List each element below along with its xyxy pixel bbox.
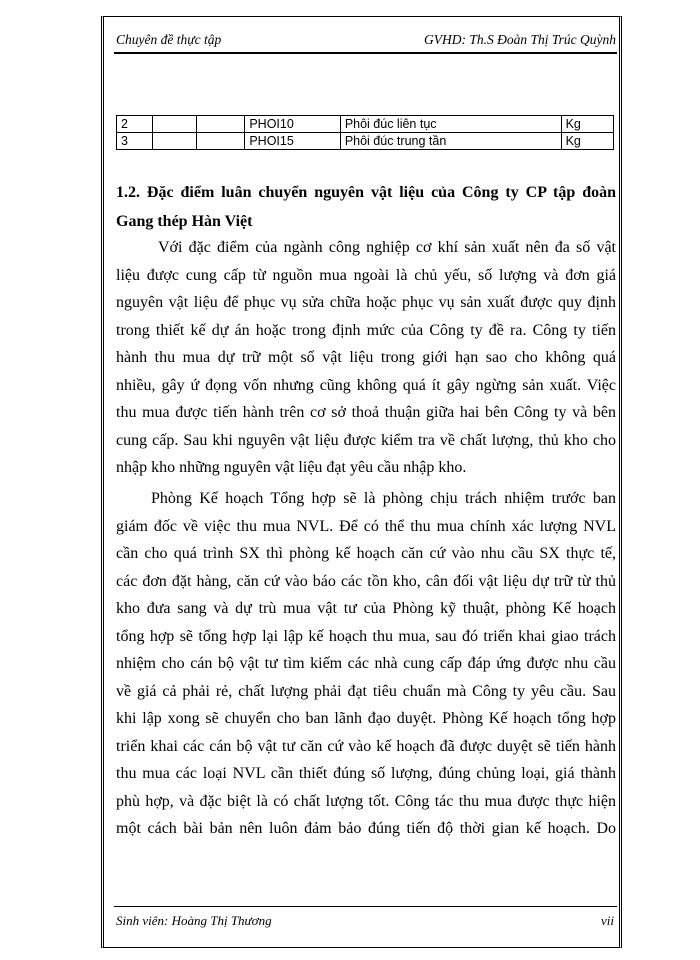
table-cell: PHOI15 — [245, 133, 340, 150]
page-footer — [116, 913, 614, 929]
paragraph-line: khi lập xong sẽ chuyển cho ban lãnh đạo duyệt. Phòng Kế hoạch tổng hợp — [116, 710, 616, 727]
table-cell — [152, 116, 196, 133]
paragraph-line: thu mua được tiến hành trên cơ sở thoả thuận giữa hai bên Công ty và bên — [116, 404, 616, 421]
paragraph-line: triển khai các cán bộ vật tư căn cứ vào kế hoạch đã được duyệt sẽ tiến hành — [116, 737, 616, 755]
page-header — [116, 32, 616, 52]
table-cell: Kg — [561, 133, 613, 150]
section-heading — [116, 178, 616, 236]
paragraph-line: tổng hợp sẽ tổng hợp lại lập kế hoạch thu mua, sau đó triển khai giao trách — [116, 627, 616, 645]
paragraph-line: nhiệm cho cán bộ vật tư tìm kiếm các nhà cung cấp đáp ứng được nhu cầu — [116, 655, 616, 672]
paragraph-line: kho đưa sang và dự trù mua vật tư của Phòng kỹ thuật, phòng Kế hoạch — [116, 600, 616, 617]
paragraph-line: Với đặc điểm của ngành công nghiệp cơ khí sản xuất nên đa số vật — [158, 239, 616, 256]
table-cell: Phôi đúc trung tần — [340, 133, 561, 150]
paragraph-line: phù hợp, và đặc biệt là có chất lượng tốt. Công tác thu mua được thực hiện — [116, 792, 616, 810]
section-heading-line-2: Gang thép Hàn Việt — [116, 213, 253, 230]
table-row — [117, 116, 614, 133]
material-table — [116, 115, 614, 150]
footer-rule — [114, 906, 617, 907]
header-right-text: GVHD: Th.S Đoàn Thị Trúc Quỳnh — [423, 32, 616, 47]
paragraph-line: cần cho quá trình SX thì phòng kế hoạch căn cứ vào nhu cầu SX thực tế, — [116, 545, 616, 562]
header-rule — [114, 52, 617, 54]
paragraph-line: liệu được cung cấp từ nguồn mua ngoài là chủ yếu, số lượng và đơn giá — [116, 266, 616, 284]
header-left-text: Chuyên đề thực tập — [116, 32, 222, 47]
table-cell: Kg — [561, 116, 613, 133]
paragraph-line: Phòng Kế hoạch Tổng hợp sẽ là phòng chịu trách nhiệm trước ban — [151, 490, 616, 507]
paragraph-1 — [116, 234, 616, 482]
paragraph-line: thu mua các loại NVL cần thiết đúng số lượng, đúng chủng loại, giá thành — [116, 765, 616, 782]
footer-student-name: Sinh viên: Hoàng Thị Thương — [116, 913, 272, 928]
table-cell: 3 — [117, 133, 153, 150]
paragraph-line: một cách bài bản nên luôn đảm bảo đúng tiến độ thời gian kế hoạch. Do — [116, 820, 616, 837]
table-cell — [197, 133, 245, 150]
table-cell — [197, 116, 245, 133]
paragraph-line: về giá cả phải rẻ, chất lượng phải đạt tiêu chuẩn mà Công ty yêu cầu. Sau — [116, 682, 616, 700]
section-heading-line-1: 1.2. Đặc điểm luân chuyển nguyên vật liệu của Công ty CP tập đoàn — [116, 184, 616, 201]
paragraph-line: nguyên vật liệu để phục vụ sửa chữa hoặc phục vụ sản xuất được quy định — [116, 294, 616, 311]
paragraph-line: hành thu mua dự trữ một số vật liệu trong giới hạn sao cho không quá — [116, 349, 616, 366]
paragraph-line: trong thiết kế dự án hoặc trong định mức của Công ty đề ra. Công ty tiến — [116, 321, 616, 339]
table-cell: 2 — [117, 116, 153, 133]
table-cell: PHOI10 — [245, 116, 340, 133]
paragraph-line: cung cấp. Sau khi nguyên vật liệu được kiểm tra về chất lượng, thủ kho cho — [116, 431, 616, 449]
table-row — [117, 133, 614, 150]
paragraph-line: nhập kho những nguyên vật liệu đạt yêu cầu nhập kho. — [116, 459, 467, 476]
paragraph-line: giám đốc về việc thu mua NVL. Để có thể thu mua chính xác lượng NVL — [116, 517, 616, 535]
table-cell — [152, 133, 196, 150]
paragraph-line: các đơn đặt hàng, căn cứ vào báo các tồn kho, cân đối vật liệu dự trữ từ thủ — [116, 572, 616, 590]
table-cell: Phôi đúc liên tục — [340, 116, 561, 133]
page-number: vii — [601, 913, 614, 928]
paragraph-2 — [116, 485, 616, 843]
paragraph-line: nhiều, gây ứ đọng vốn nhưng cũng không quá ít gây ngừng sản xuất. Việc — [116, 376, 616, 394]
